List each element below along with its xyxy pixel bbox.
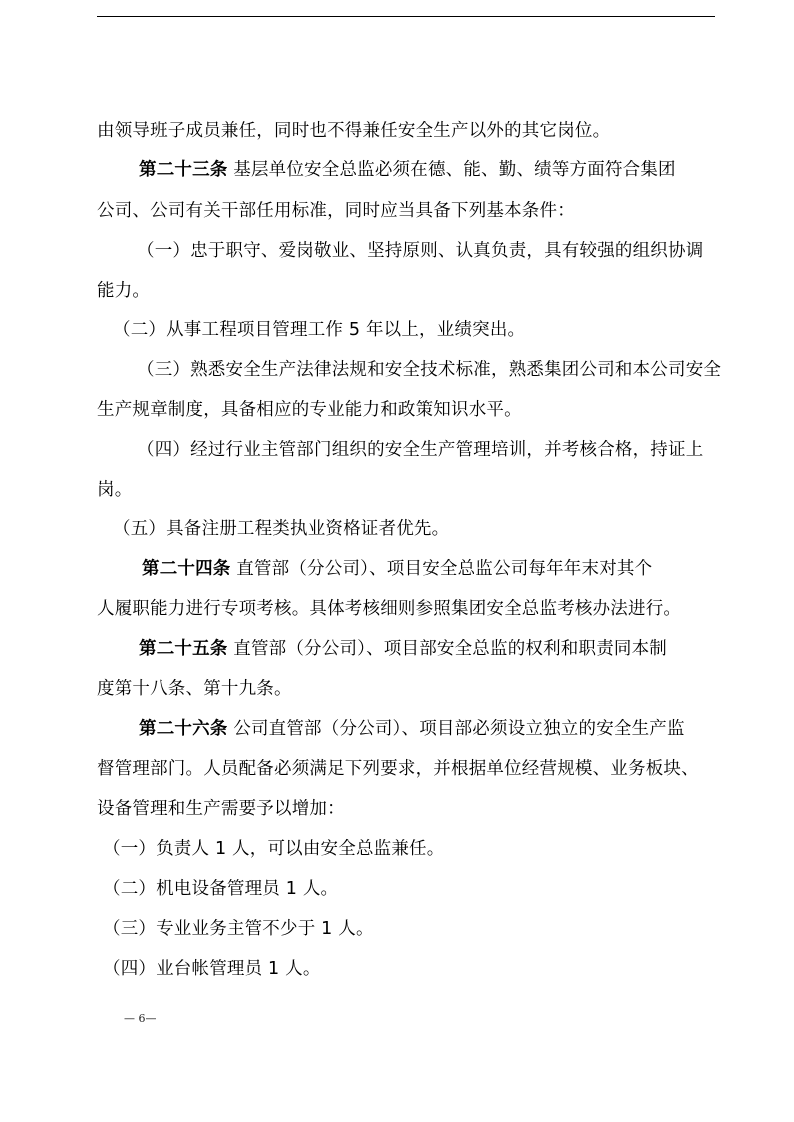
- line-text: 公司直管部（分公司）、项目部必须设立独立的安全生产监: [227, 719, 685, 739]
- line-text: 能力。: [97, 281, 151, 301]
- list-item-line: [103, 918, 374, 940]
- list-item-line: [137, 240, 703, 262]
- text-line: [97, 120, 610, 142]
- line-text: （三）熟悉安全生产法律法规和安全技术标准，熟悉集团公司和本公司安全: [137, 360, 722, 380]
- line-text: （一）忠于职守、爱岗敬业、坚持原则、认真负责，具有较强的组织协调: [137, 241, 704, 261]
- text-line: [97, 280, 150, 302]
- article-24-heading-line: [142, 558, 652, 580]
- article-number: 第二十四条: [142, 559, 231, 579]
- article-number: 第二十五条: [139, 639, 228, 659]
- line-text: （一）负责人 1 人，可以由安全总监兼任。: [103, 839, 445, 859]
- list-item-line: [103, 838, 444, 860]
- line-text: 人履职能力进行专项考核。具体考核细则参照集团安全总监考核办法进行。: [97, 599, 682, 619]
- line-text: 直管部（分公司）、项目安全总监公司每年年末对其个: [230, 559, 653, 579]
- line-text: 设备管理和生产需要予以增加：: [97, 799, 345, 819]
- line-text: 公司、公司有关干部任用标准，同时应当具备下列基本条件：: [97, 201, 575, 221]
- list-item-line: [137, 439, 703, 461]
- line-text: （二）机电设备管理员 1 人。: [103, 879, 339, 899]
- line-text: （二）从事工程项目管理工作 5 年以上，业绩突出。: [113, 320, 526, 340]
- article-26-heading-line: [139, 718, 685, 740]
- text-line: [97, 758, 699, 780]
- line-text: 基层单位安全总监必须在德、能、勤、绩等方面符合集团: [227, 160, 676, 180]
- article-25-heading-line: [139, 638, 667, 660]
- page-number: — 6—: [124, 1012, 157, 1025]
- text-line: [97, 798, 345, 820]
- line-text: 岗。: [97, 480, 133, 500]
- article-23-heading-line: [139, 159, 676, 181]
- line-text: （四）业台帐管理员 1 人。: [103, 959, 321, 979]
- article-number: 第二十三条: [139, 160, 228, 180]
- line-text: 由领导班子成员兼任，同时也不得兼任安全生产以外的其它岗位。: [97, 121, 611, 141]
- line-text: 生产规章制度，具备相应的专业能力和政策知识水平。: [97, 400, 522, 420]
- text-line: [97, 678, 292, 700]
- article-number: 第二十六条: [139, 719, 228, 739]
- line-text: （四）经过行业主管部门组织的安全生产管理培训，并考核合格，持证上: [137, 440, 704, 460]
- line-text: 直管部（分公司）、项目部安全总监的权利和职责同本制: [227, 639, 668, 659]
- list-item-line: [103, 958, 321, 980]
- list-item-line: [137, 359, 721, 381]
- line-text: 度第十八条、第十九条。: [97, 679, 292, 699]
- line-text: 督管理部门。人员配备必须满足下列要求，并根据单位经营规模、业务板块、: [97, 759, 699, 779]
- line-text: （三）专业业务主管不少于 1 人。: [103, 919, 374, 939]
- header-rule: [97, 16, 715, 17]
- line-text: （五）具备注册工程类执业资格证者优先。: [113, 519, 450, 539]
- text-line: [97, 598, 681, 620]
- list-item-line: [103, 878, 338, 900]
- list-item-line: [113, 319, 525, 341]
- text-line: [97, 399, 522, 421]
- list-item-line: [113, 518, 449, 540]
- text-line: [97, 200, 575, 222]
- text-line: [97, 479, 132, 501]
